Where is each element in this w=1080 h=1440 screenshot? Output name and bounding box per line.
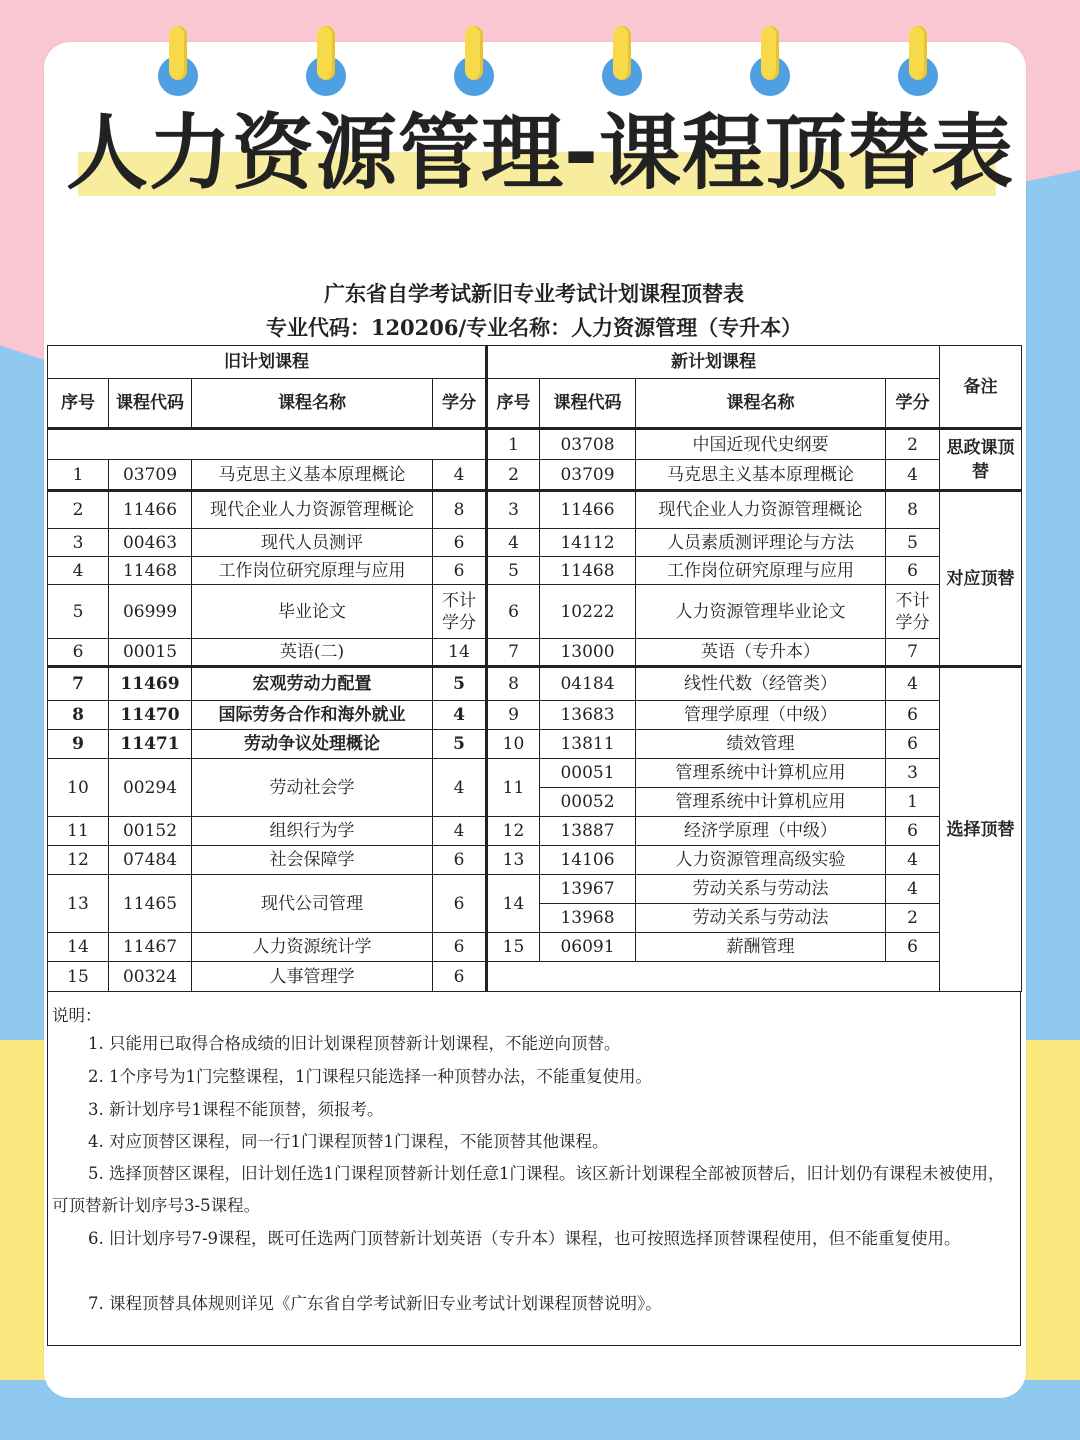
new-code: 10222 xyxy=(540,585,636,639)
new-credit: 2 xyxy=(886,429,940,460)
new-credit: 6 xyxy=(886,933,940,962)
old-seq: 5 xyxy=(48,585,109,639)
new-code: 11466 xyxy=(540,491,636,529)
old-seq: 13 xyxy=(48,875,109,933)
note-item: 7. 课程顶替具体规则详见《广东省自学考试新旧专业考试计划课程顶替说明》。 xyxy=(88,1294,662,1313)
old-name: 劳动争议处理概论 xyxy=(192,730,433,759)
old-seq: 6 xyxy=(48,639,109,667)
old-credit: 4 xyxy=(433,701,487,730)
new-credit: 6 xyxy=(886,557,940,585)
new-code: 11468 xyxy=(540,557,636,585)
old-credit: 6 xyxy=(433,962,487,992)
binder-ring-icon xyxy=(750,26,790,96)
new-code: 03708 xyxy=(540,429,636,460)
old-seq: 11 xyxy=(48,817,109,846)
old-name: 国际劳务合作和海外就业 xyxy=(192,701,433,730)
old-seq: 3 xyxy=(48,529,109,557)
new-code: 13967 xyxy=(540,875,636,904)
table-row xyxy=(48,557,1022,585)
old-seq: 8 xyxy=(48,701,109,730)
remark-header: 备注 xyxy=(940,346,1022,429)
binder-ring-icon xyxy=(602,26,642,96)
document-title: 广东省自学考试新旧专业考试计划课程顶替表 xyxy=(324,281,744,306)
old-code: 07484 xyxy=(109,846,192,875)
course-replacement-table xyxy=(47,345,1022,992)
old-code: 11471 xyxy=(109,730,192,759)
old-credit: 14 xyxy=(433,639,487,667)
old-credit: 6 xyxy=(433,557,487,585)
new-credit: 4 xyxy=(886,875,940,904)
new-credit: 2 xyxy=(886,904,940,933)
new-name: 管理系统中计算机应用 xyxy=(636,759,886,788)
old-credit: 4 xyxy=(433,759,487,817)
old-name: 人事管理学 xyxy=(192,962,433,992)
old-name: 英语(二) xyxy=(192,639,433,667)
col-credit: 学分 xyxy=(886,379,940,429)
old-code: 11468 xyxy=(109,557,192,585)
old-seq: 9 xyxy=(48,730,109,759)
old-credit: 6 xyxy=(433,846,487,875)
new-name: 经济学原理（中级） xyxy=(636,817,886,846)
table-row xyxy=(48,701,1022,730)
remark-corresponding: 对应顶替 xyxy=(940,491,1022,667)
new-name: 劳动关系与劳动法 xyxy=(636,904,886,933)
new-credit: 5 xyxy=(886,529,940,557)
old-plan-header: 旧计划课程 xyxy=(48,346,487,379)
old-name: 现代人员测评 xyxy=(192,529,433,557)
page-title: 人力资源管理-课程顶替表 xyxy=(65,106,1015,201)
note-item: 2. 1个序号为1门完整课程，1门课程只能选择一种顶替办法，不能重复使用。 xyxy=(88,1067,652,1086)
binder-ring-icon xyxy=(158,26,198,96)
new-seq: 7 xyxy=(487,639,540,667)
new-code: 06091 xyxy=(540,933,636,962)
old-seq: 12 xyxy=(48,846,109,875)
new-code: 14106 xyxy=(540,846,636,875)
old-credit: 不计学分 xyxy=(433,585,487,639)
new-seq: 3 xyxy=(487,491,540,529)
table-row xyxy=(48,639,1022,667)
note-item: 5. 选择顶替区课程，旧计划任选1门课程顶替新计划任意1门课程。该区新计划课程全部被顶替后，旧计划仍有课程未被使用，可顶替新计划序号3-5课程。 xyxy=(52,1164,1005,1215)
old-name: 劳动社会学 xyxy=(192,759,433,817)
table-row xyxy=(48,529,1022,557)
new-seq: 10 xyxy=(487,730,540,759)
old-code: 00152 xyxy=(109,817,192,846)
new-credit: 4 xyxy=(886,667,940,701)
col-code: 课程代码 xyxy=(109,379,192,429)
old-credit: 5 xyxy=(433,667,487,701)
new-name: 管理学原理（中级） xyxy=(636,701,886,730)
old-credit: 8 xyxy=(433,491,487,529)
remark-ideological: 思政课顶替 xyxy=(940,429,1022,491)
new-credit: 1 xyxy=(886,788,940,817)
old-name: 组织行为学 xyxy=(192,817,433,846)
new-name: 现代企业人力资源管理概论 xyxy=(636,491,886,529)
new-code: 13811 xyxy=(540,730,636,759)
new-seq: 5 xyxy=(487,557,540,585)
binder-ring-icon xyxy=(454,26,494,96)
new-seq: 2 xyxy=(487,460,540,491)
old-name: 马克思主义基本原理概论 xyxy=(192,460,433,491)
notes-section xyxy=(47,992,1021,1346)
new-code: 00051 xyxy=(540,759,636,788)
new-plan-header: 新计划课程 xyxy=(487,346,940,379)
new-seq: 12 xyxy=(487,817,540,846)
old-code: 11466 xyxy=(109,491,192,529)
new-credit: 6 xyxy=(886,730,940,759)
new-seq: 11 xyxy=(487,759,540,817)
new-code: 13683 xyxy=(540,701,636,730)
old-seq: 7 xyxy=(48,667,109,701)
note-item: 4. 对应顶替区课程，同一行1门课程顶替1门课程，不能顶替其他课程。 xyxy=(88,1132,609,1151)
old-seq: 2 xyxy=(48,491,109,529)
old-credit: 6 xyxy=(433,933,487,962)
new-seq: 6 xyxy=(487,585,540,639)
new-credit: 4 xyxy=(886,460,940,491)
old-name: 现代公司管理 xyxy=(192,875,433,933)
old-code: 00294 xyxy=(109,759,192,817)
table-row xyxy=(48,846,1022,875)
new-code: 03709 xyxy=(540,460,636,491)
old-credit: 4 xyxy=(433,817,487,846)
table-row xyxy=(48,429,1022,460)
table-row xyxy=(48,962,1022,992)
new-name: 线性代数（经管类） xyxy=(636,667,886,701)
new-name: 劳动关系与劳动法 xyxy=(636,875,886,904)
new-name: 中国近现代史纲要 xyxy=(636,429,886,460)
note-item: 6. 旧计划序号7-9课程，既可任选两门顶替新计划英语（专升本）课程，也可按照选择顶替课程使用，但不能重复使用。 xyxy=(88,1229,961,1248)
old-seq: 14 xyxy=(48,933,109,962)
new-code: 14112 xyxy=(540,529,636,557)
old-code: 11467 xyxy=(109,933,192,962)
old-credit: 6 xyxy=(433,875,487,933)
old-seq: 10 xyxy=(48,759,109,817)
old-code: 11469 xyxy=(109,667,192,701)
table-row xyxy=(48,759,1022,788)
new-seq: 14 xyxy=(487,875,540,933)
table-row xyxy=(48,667,1022,701)
old-name: 毕业论文 xyxy=(192,585,433,639)
table-row xyxy=(48,585,1022,639)
new-name: 绩效管理 xyxy=(636,730,886,759)
old-seq: 4 xyxy=(48,557,109,585)
new-credit: 6 xyxy=(886,701,940,730)
col-code: 课程代码 xyxy=(540,379,636,429)
new-name: 管理系统中计算机应用 xyxy=(636,788,886,817)
new-credit: 不计学分 xyxy=(886,585,940,639)
note-item: 3. 新计划序号1课程不能顶替，须报考。 xyxy=(88,1100,384,1119)
old-code: 11465 xyxy=(109,875,192,933)
new-seq: 9 xyxy=(487,701,540,730)
old-name: 社会保障学 xyxy=(192,846,433,875)
old-code: 11470 xyxy=(109,701,192,730)
new-name: 英语（专升本） xyxy=(636,639,886,667)
col-seq: 序号 xyxy=(487,379,540,429)
old-seq: 1 xyxy=(48,460,109,491)
table-row xyxy=(48,460,1022,491)
new-credit: 6 xyxy=(886,817,940,846)
new-name: 人员素质测评理论与方法 xyxy=(636,529,886,557)
old-code: 06999 xyxy=(109,585,192,639)
col-seq: 序号 xyxy=(48,379,109,429)
new-name: 人力资源管理高级实验 xyxy=(636,846,886,875)
old-code: 00324 xyxy=(109,962,192,992)
old-name: 宏观劳动力配置 xyxy=(192,667,433,701)
new-code: 00052 xyxy=(540,788,636,817)
col-credit: 学分 xyxy=(433,379,487,429)
new-seq: 13 xyxy=(487,846,540,875)
new-seq: 4 xyxy=(487,529,540,557)
empty-cell xyxy=(48,429,487,460)
old-code: 00463 xyxy=(109,529,192,557)
old-name: 现代企业人力资源管理概论 xyxy=(192,491,433,529)
old-name: 工作岗位研究原理与应用 xyxy=(192,557,433,585)
table-row xyxy=(48,933,1022,962)
old-credit: 4 xyxy=(433,460,487,491)
col-name: 课程名称 xyxy=(192,379,433,429)
table-row xyxy=(48,875,1022,904)
new-code: 13000 xyxy=(540,639,636,667)
table-row xyxy=(48,730,1022,759)
old-code: 00015 xyxy=(109,639,192,667)
old-code: 03709 xyxy=(109,460,192,491)
document-subtitle: 专业代码：120206/专业名称：人力资源管理（专升本） xyxy=(265,315,803,340)
remark-selective: 选择顶替 xyxy=(940,667,1022,992)
old-credit: 5 xyxy=(433,730,487,759)
old-seq: 15 xyxy=(48,962,109,992)
new-code: 13968 xyxy=(540,904,636,933)
binder-ring-icon xyxy=(898,26,938,96)
new-credit: 7 xyxy=(886,639,940,667)
new-name: 人力资源管理毕业论文 xyxy=(636,585,886,639)
table-row xyxy=(48,817,1022,846)
new-credit: 3 xyxy=(886,759,940,788)
new-seq: 8 xyxy=(487,667,540,701)
new-credit: 8 xyxy=(886,491,940,529)
new-name: 工作岗位研究原理与应用 xyxy=(636,557,886,585)
binder-ring-icon xyxy=(306,26,346,96)
table-row xyxy=(48,491,1022,529)
old-name: 人力资源统计学 xyxy=(192,933,433,962)
col-name: 课程名称 xyxy=(636,379,886,429)
empty-cell xyxy=(487,962,940,992)
new-credit: 4 xyxy=(886,846,940,875)
note-item: 1. 只能用已取得合格成绩的旧计划课程顶替新计划课程，不能逆向顶替。 xyxy=(88,1034,621,1053)
new-code: 13887 xyxy=(540,817,636,846)
notes-label: 说明： xyxy=(52,1006,102,1025)
old-credit: 6 xyxy=(433,529,487,557)
new-code: 04184 xyxy=(540,667,636,701)
new-name: 薪酬管理 xyxy=(636,933,886,962)
new-name: 马克思主义基本原理概论 xyxy=(636,460,886,491)
new-seq: 15 xyxy=(487,933,540,962)
new-seq: 1 xyxy=(487,429,540,460)
